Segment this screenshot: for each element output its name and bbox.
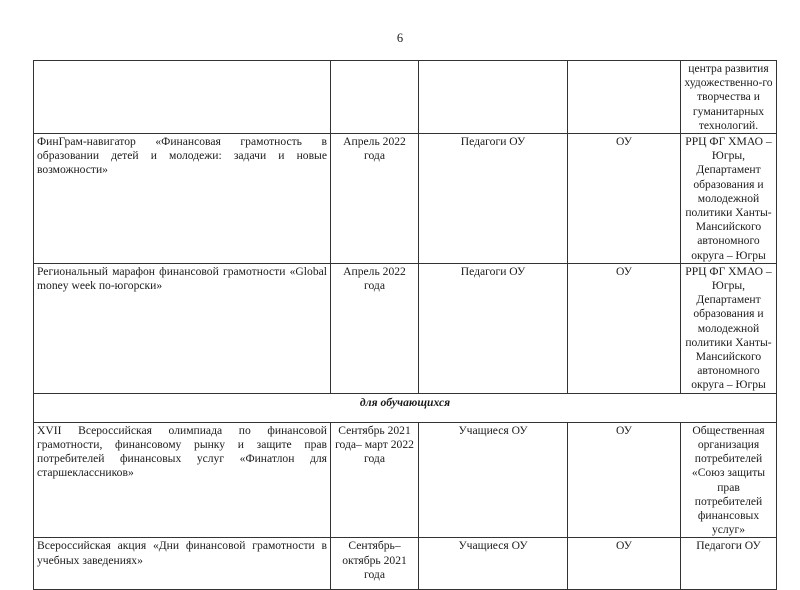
venue-cell: ОУ xyxy=(568,134,681,264)
organizer-cell: Педагоги ОУ xyxy=(681,538,777,590)
table-row xyxy=(34,61,777,134)
table-row xyxy=(34,422,777,538)
dates-cell xyxy=(331,61,419,134)
section-header: для обучающихся xyxy=(34,393,777,422)
table-row xyxy=(34,263,777,393)
dates-cell: Сентябрь 2021 года– март 2022 года xyxy=(331,422,419,538)
dates-cell: Сентябрь– октябрь 2021 года xyxy=(331,538,419,590)
organizer-cell: РРЦ ФГ ХМАО – Югры, Департамент образования и молодежной политики Ханты-Мансийского автономного округа – Югры xyxy=(681,134,777,264)
events-table xyxy=(33,60,777,590)
organizer-cell: РРЦ ФГ ХМАО – Югры, Департамент образования и молодежной политики Ханты-Мансийского автономного округа – Югры xyxy=(681,263,777,393)
table-row xyxy=(34,538,777,590)
venue-cell: ОУ xyxy=(568,538,681,590)
participants-cell: Учащиеся ОУ xyxy=(419,538,568,590)
event-name-cell: Всероссийская акция «Дни финансовой грамотности в учебных заведениях» xyxy=(34,538,331,590)
section-header-row xyxy=(34,393,777,422)
dates-cell: Апрель 2022 года xyxy=(331,134,419,264)
participants-cell: Педагоги ОУ xyxy=(419,134,568,264)
venue-cell: ОУ xyxy=(568,422,681,538)
page-number: 6 xyxy=(396,31,404,45)
dates-cell: Апрель 2022 года xyxy=(331,263,419,393)
participants-cell xyxy=(419,61,568,134)
venue-cell: ОУ xyxy=(568,263,681,393)
event-name-cell: ФинГрам-навигатор «Финансовая грамотность в образовании детей и молодежи: задачи и новые возможности» xyxy=(34,134,331,264)
event-name-cell: Региональный марафон финансовой грамотности «Global money week по-югорски» xyxy=(34,263,331,393)
event-name-cell: XVII Всероссийская олимпиада по финансовой грамотности, финансовому рынку и защите прав потребителей финансовых услуг «Финатлон для старшеклассников» xyxy=(34,422,331,538)
venue-cell xyxy=(568,61,681,134)
organizer-cell: Общественная организация потребителей «Союз защиты прав потребителей финансовых услуг» xyxy=(681,422,777,538)
participants-cell: Учащиеся ОУ xyxy=(419,422,568,538)
organizer-cell: центра развития художественно-го творчества и гуманитарных технологий. xyxy=(681,61,777,134)
event-name-cell xyxy=(34,61,331,134)
table-row xyxy=(34,134,777,264)
participants-cell: Педагоги ОУ xyxy=(419,263,568,393)
